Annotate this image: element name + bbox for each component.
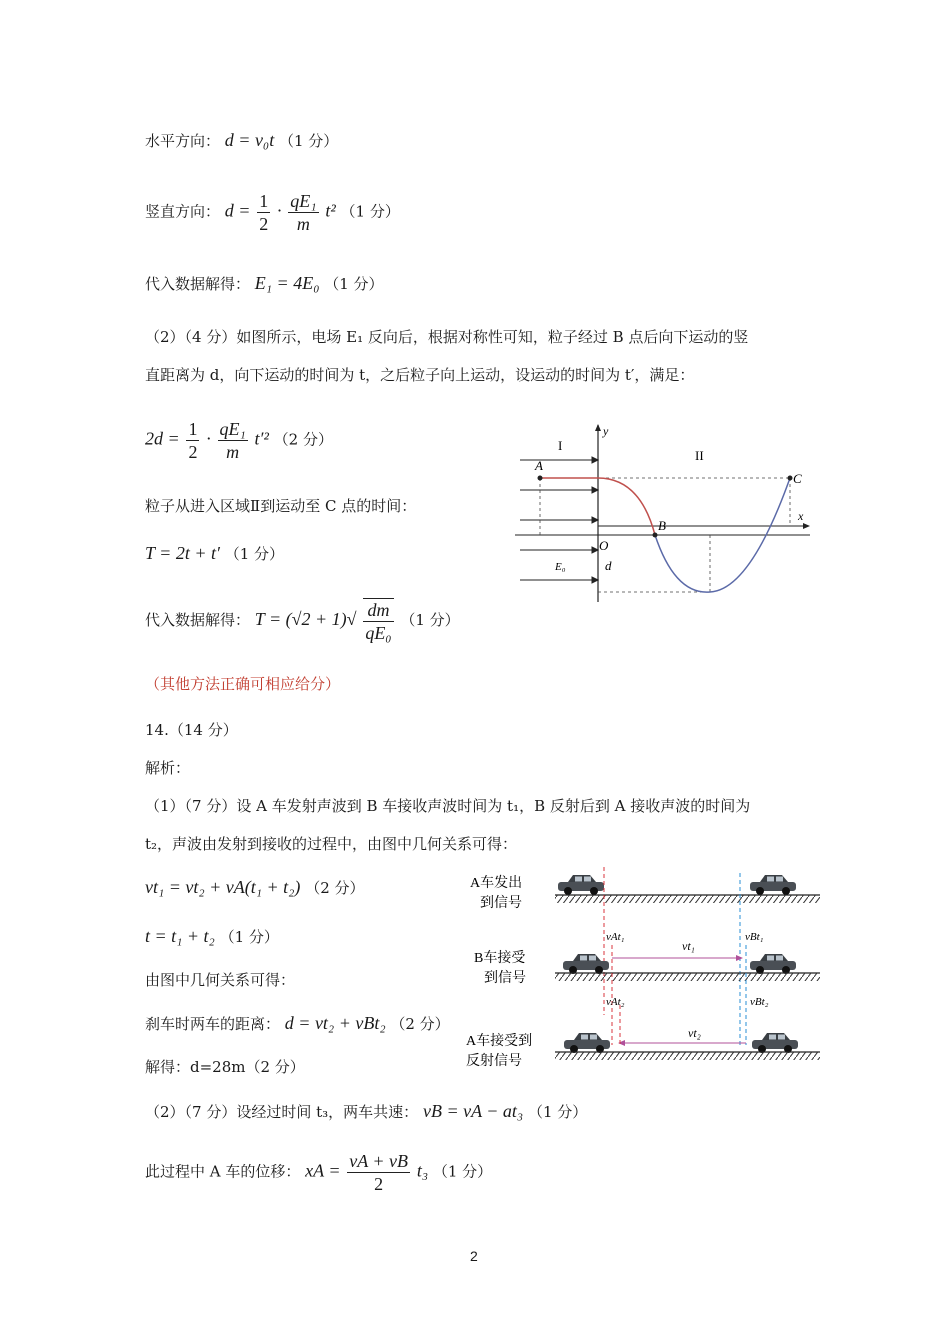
part2-line1: （2）（4 分）如图所示，电场 E₁ 反向后，根据对称性可知，粒子经过 B 点后向下运动的竖 [145, 328, 749, 346]
geo-text: 由图中几何关系可得： [145, 971, 296, 989]
car-a-row1 [558, 875, 604, 895]
y-axis-arrow [595, 424, 601, 431]
signal-arrow-vt2-head [618, 1040, 625, 1046]
point-c [788, 476, 793, 481]
car-b-row2 [750, 954, 796, 974]
road-hatch-row3 [555, 1052, 820, 1060]
figure-particle-trajectory [510, 420, 815, 605]
eq-sub1 [145, 273, 384, 294]
eq-horizontal-label: 水平方向： [145, 132, 221, 150]
eq-solve: 解得：d=28m（2 分） [145, 1058, 305, 1076]
label-region-i: I [558, 438, 563, 453]
eq-2d-score: （2 分） [273, 430, 333, 449]
row3-label-2: 反射信号 [466, 1054, 522, 1069]
part2-line2: 直距离为 d，向下运动的时间为 t，之后粒子向上运动，设运动的时间为 t′，满足： [145, 366, 695, 384]
eq-xA-frac [347, 1150, 410, 1195]
eq-vt1-expr: vt₁ = vt₂ + vA(t₁ + t₂) [145, 877, 301, 897]
eq-2d-frac2 [218, 418, 248, 463]
frac-num: dm [363, 599, 393, 622]
eq-d [145, 1013, 450, 1034]
eq-2d-tail: t′² [254, 428, 269, 449]
eq-vt1 [145, 877, 365, 898]
label-x: x [798, 509, 804, 523]
figure-cars-signal [460, 865, 822, 1075]
eq-vertical-label: 竖直方向： [145, 202, 221, 221]
frac-den: 2 [259, 214, 269, 234]
eq-vertical-tail: t² [325, 200, 336, 221]
q14-title: 14.（14 分） [145, 721, 238, 739]
q14-p1-line1: （1）（7 分）设 A 车发射声波到 B 车接收声波时间为 t₁，B 反射后到 A 接收声波的时间为 [145, 797, 751, 815]
frac-num: qE₁ [290, 191, 317, 211]
part2b-expr: vB = vA − at₃ [422, 1101, 524, 1121]
note-other-methods: （其他方法正确可相应给分） [145, 675, 341, 693]
eq-t [145, 926, 279, 947]
eq-vertical-frac1 [257, 190, 270, 235]
eq-2d-frac1 [186, 418, 199, 463]
road-hatch-row1 [555, 895, 820, 903]
eq-xA-score: （1 分） [432, 1162, 493, 1181]
eq-horizontal-expr: d = v₀t [224, 130, 275, 150]
label-vbt2: vBt₂ [750, 996, 769, 1008]
eq-d-label: 刹车时两车的距离： [145, 1015, 281, 1033]
label-b: B [658, 518, 666, 533]
eq-T2-frac [363, 598, 393, 644]
eq-xA [145, 1150, 492, 1195]
label-vat2: vAt₂ [606, 996, 625, 1008]
part2b-score: （1 分） [527, 1103, 588, 1121]
label-d: d [605, 558, 612, 573]
eq-horizontal [145, 130, 338, 151]
eq-vertical: 竖直方向： d = $\frac{1}{2}$ · $\frac{\text{qE₁}}{m}$ t² （1 分） [145, 191, 400, 234]
car-b-row1 [750, 875, 796, 895]
frac-den: qE₀ [365, 623, 392, 643]
frac-den: 2 [374, 1174, 384, 1194]
car-a-row2 [563, 954, 609, 974]
label-y: y [603, 424, 609, 438]
frac-num: 1 [259, 191, 269, 211]
eq-t-score: （1 分） [219, 928, 279, 946]
road-hatch-row2 [555, 973, 820, 981]
eq-d-expr: d = vt₂ + vBt₂ [284, 1013, 386, 1033]
eq-T2-label: 代入数据解得： [145, 611, 251, 629]
frac-den: m [296, 214, 310, 234]
frac-den: m [226, 442, 240, 462]
point-a [538, 476, 543, 481]
eq-sub1-expr: E₁ = 4E₀ [254, 273, 320, 293]
eq-sub1-label: 代入数据解得： [145, 275, 251, 293]
eq-xA-label: 此过程中 A 车的位移： [145, 1162, 301, 1181]
label-o: O [599, 538, 609, 553]
eq-xA-tail: t₃ [416, 1160, 429, 1181]
part2b-label: （2）（7 分）设经过时间 t₃，两车共速： [145, 1103, 419, 1121]
eq-T2-score: （1 分） [400, 611, 460, 629]
label-region-ii: II [695, 448, 704, 463]
row2-label-1: B车接受 [474, 951, 526, 966]
eq-T [145, 543, 284, 564]
eq-d-score: （2 分） [390, 1015, 450, 1033]
label-a: A [535, 458, 543, 473]
q14-p1-line2: t₂，声波由发射到接收的过程中，由图中几何关系可得： [145, 835, 518, 853]
eq-T-score: （1 分） [224, 545, 285, 563]
row1-label-1: A车发出 [470, 876, 523, 891]
eq-t-expr: t = t₁ + t₂ [145, 926, 215, 946]
row1-label-2: 到信号 [480, 896, 522, 911]
frac-num: vA + vB [349, 1151, 409, 1171]
page-number: 2 [470, 1248, 478, 1264]
label-c: C [793, 471, 802, 486]
eq-2d-lhs: 2d = [145, 428, 180, 449]
eq-2d: 2d = $\frac{1}{2}$ · $\frac{\text{qE₁}}{m}$ t′² （2 分） [145, 419, 333, 462]
eq-T2 [145, 598, 460, 644]
eq-vertical-lhs: d = [224, 200, 251, 221]
eq-horizontal-score: （1 分） [278, 132, 339, 150]
eq-T2-lhs: T = (√2 + 1)√ [254, 609, 357, 629]
label-e0: E₀ [555, 561, 566, 573]
frac-den: 2 [188, 442, 198, 462]
eq-T-expr: T = 2t + t′ [145, 543, 220, 563]
q14-analysis: 解析： [145, 759, 191, 777]
frac-num: 1 [188, 419, 198, 439]
label-vt2: vt₂ [688, 1026, 701, 1040]
eq-vertical-score: （1 分） [340, 202, 400, 221]
eq-sub1-score: （1 分） [324, 275, 384, 293]
eq-vertical-frac2 [288, 190, 318, 235]
row3-label-1: A车接受到 [466, 1034, 533, 1049]
time-text: 粒子从进入区域Ⅱ到运动至 C 点的时间： [145, 497, 417, 515]
x-axis-arrow [803, 523, 810, 529]
part2b [145, 1101, 587, 1122]
label-vat1: vAt₁ [606, 931, 625, 943]
frac-num: qE₁ [219, 419, 246, 439]
row2-label-2: 到信号 [484, 971, 526, 986]
car-a-row3 [564, 1033, 610, 1053]
point-b [653, 533, 658, 538]
eq-xA-lhs: xA = [305, 1160, 341, 1181]
eq-vt1-score: （2 分） [305, 879, 365, 897]
label-vbt1: vBt₁ [745, 931, 764, 943]
label-vt1: vt₁ [682, 939, 695, 953]
car-b-row3 [752, 1033, 798, 1053]
